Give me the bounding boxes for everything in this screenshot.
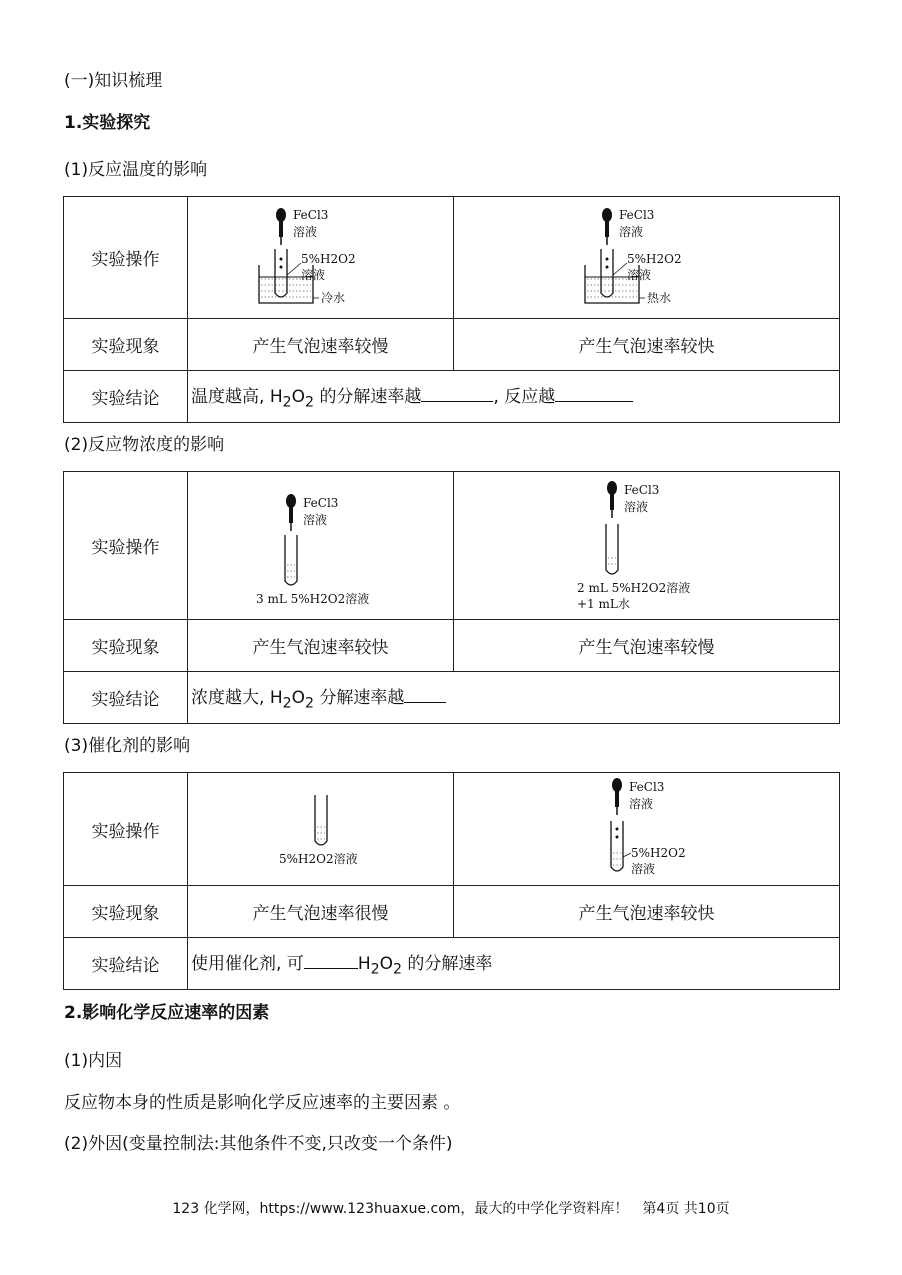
svg-text:FeCl3: FeCl3 bbox=[623, 482, 659, 497]
row-label-phenomenon: 实验现象 bbox=[64, 620, 188, 672]
heading-factors: 2.影响化学反应速率的因素 bbox=[64, 1003, 270, 1023]
svg-text:+1 mL水: +1 mL水 bbox=[576, 596, 630, 611]
test-tube-icon bbox=[601, 249, 613, 297]
row-label-phenomenon: 实验现象 bbox=[64, 886, 188, 938]
h2o2-formula: $H_2O_2$ bbox=[357, 954, 403, 978]
row-label-operation: 实验操作 bbox=[64, 773, 188, 886]
figure-no-catalyst bbox=[188, 773, 454, 886]
svg-text:2 mL 5%H2O2溶液: 2 mL 5%H2O2溶液 bbox=[576, 580, 690, 595]
svg-text:5%H2O2: 5%H2O2 bbox=[300, 251, 356, 266]
subheading-internal: (1)内因 bbox=[64, 1051, 123, 1071]
conclusion-concentration: 浓度越大, $H_2O_2$ 分解速率越 bbox=[188, 672, 840, 724]
section-title: (一)知识梳理 bbox=[64, 71, 163, 91]
phenomenon-cold: 产生气泡速率较慢 bbox=[188, 319, 454, 371]
heading-experiment: 1.实验探究 bbox=[64, 113, 151, 133]
svg-text:3 mL 5%H2O2溶液: 3 mL 5%H2O2溶液 bbox=[255, 591, 369, 606]
subheading-external: (2)外因(变量控制法:其他条件不变,只改变一个条件) bbox=[64, 1134, 453, 1154]
h2o2-formula: $H_2O_2$ bbox=[269, 688, 315, 712]
figure-cold-water bbox=[188, 197, 454, 319]
svg-text:溶液: 溶液 bbox=[628, 797, 653, 811]
dropper-icon bbox=[286, 494, 296, 531]
table-catalyst bbox=[63, 772, 840, 990]
row-label-conclusion: 实验结论 bbox=[64, 672, 188, 724]
row-label-conclusion: 实验结论 bbox=[64, 371, 188, 423]
table-concentration bbox=[63, 471, 840, 724]
svg-text:FeCl3: FeCl3 bbox=[292, 207, 328, 222]
figure-hot-water bbox=[454, 197, 840, 319]
conclusion-temperature: 温度越高, $H_2O_2$ 的分解速率越 , 反应越 bbox=[188, 371, 840, 423]
dropper-icon bbox=[612, 778, 622, 815]
answer-blank[interactable] bbox=[555, 385, 633, 402]
svg-text:5%H2O2溶液: 5%H2O2溶液 bbox=[278, 852, 358, 866]
svg-text:溶液: 溶液 bbox=[300, 267, 325, 282]
test-tube-icon bbox=[315, 795, 327, 845]
subheading-catalyst: (3)催化剂的影响 bbox=[64, 736, 191, 756]
row-label-phenomenon: 实验现象 bbox=[64, 319, 188, 371]
svg-text:5%H2O2: 5%H2O2 bbox=[626, 251, 682, 266]
row-label-operation: 实验操作 bbox=[64, 472, 188, 620]
test-tube-icon bbox=[285, 535, 297, 585]
svg-text:FeCl3: FeCl3 bbox=[302, 495, 338, 510]
svg-text:5%H2O2: 5%H2O2 bbox=[630, 846, 686, 860]
h2o2-formula: $H_2O_2$ bbox=[269, 387, 315, 411]
figure-3ml-h2o2 bbox=[188, 472, 454, 620]
subheading-temperature: (1)反应温度的影响 bbox=[64, 160, 208, 180]
svg-text:热水: 热水 bbox=[646, 290, 671, 305]
dropper-icon bbox=[276, 208, 286, 245]
svg-text:溶液: 溶液 bbox=[302, 512, 327, 527]
phenomenon-no-catalyst: 产生气泡速率很慢 bbox=[188, 886, 454, 938]
phenomenon-2ml: 产生气泡速率较慢 bbox=[454, 620, 840, 672]
page-footer: 123 化学网，https://www.123huaxue.com，最大的中学化学资料库！ 第4页 共10页 bbox=[172, 1201, 730, 1217]
test-tube-icon bbox=[606, 524, 618, 574]
test-tube-icon bbox=[275, 249, 287, 297]
svg-text:FeCl3: FeCl3 bbox=[618, 207, 654, 222]
test-tube-icon bbox=[611, 821, 623, 871]
answer-blank[interactable] bbox=[404, 686, 446, 703]
phenomenon-with-catalyst: 产生气泡速率较快 bbox=[454, 886, 840, 938]
dropper-icon bbox=[607, 481, 617, 518]
svg-text:溶液: 溶液 bbox=[618, 224, 643, 239]
phenomenon-3ml: 产生气泡速率较快 bbox=[188, 620, 454, 672]
phenomenon-hot: 产生气泡速率较快 bbox=[454, 319, 840, 371]
svg-text:溶液: 溶液 bbox=[626, 267, 651, 282]
row-label-conclusion: 实验结论 bbox=[64, 938, 188, 990]
subheading-concentration: (2)反应物浓度的影响 bbox=[64, 435, 225, 455]
svg-text:溶液: 溶液 bbox=[630, 862, 655, 876]
svg-text:冷水: 冷水 bbox=[320, 290, 345, 305]
figure-2ml-h2o2 bbox=[454, 472, 840, 620]
paragraph-internal: 反应物本身的性质是影响化学反应速率的主要因素 。 bbox=[64, 1093, 461, 1113]
row-label-operation: 实验操作 bbox=[64, 197, 188, 319]
dropper-icon bbox=[602, 208, 612, 245]
conclusion-catalyst: 使用催化剂, 可 $H_2O_2$ 的分解速率 bbox=[188, 938, 840, 990]
answer-blank[interactable] bbox=[304, 952, 358, 969]
svg-text:溶液: 溶液 bbox=[623, 499, 648, 514]
answer-blank[interactable] bbox=[421, 385, 493, 402]
table-temperature bbox=[63, 196, 840, 423]
svg-text:溶液: 溶液 bbox=[292, 224, 317, 239]
svg-text:FeCl3: FeCl3 bbox=[628, 780, 664, 794]
figure-with-catalyst bbox=[454, 773, 840, 886]
